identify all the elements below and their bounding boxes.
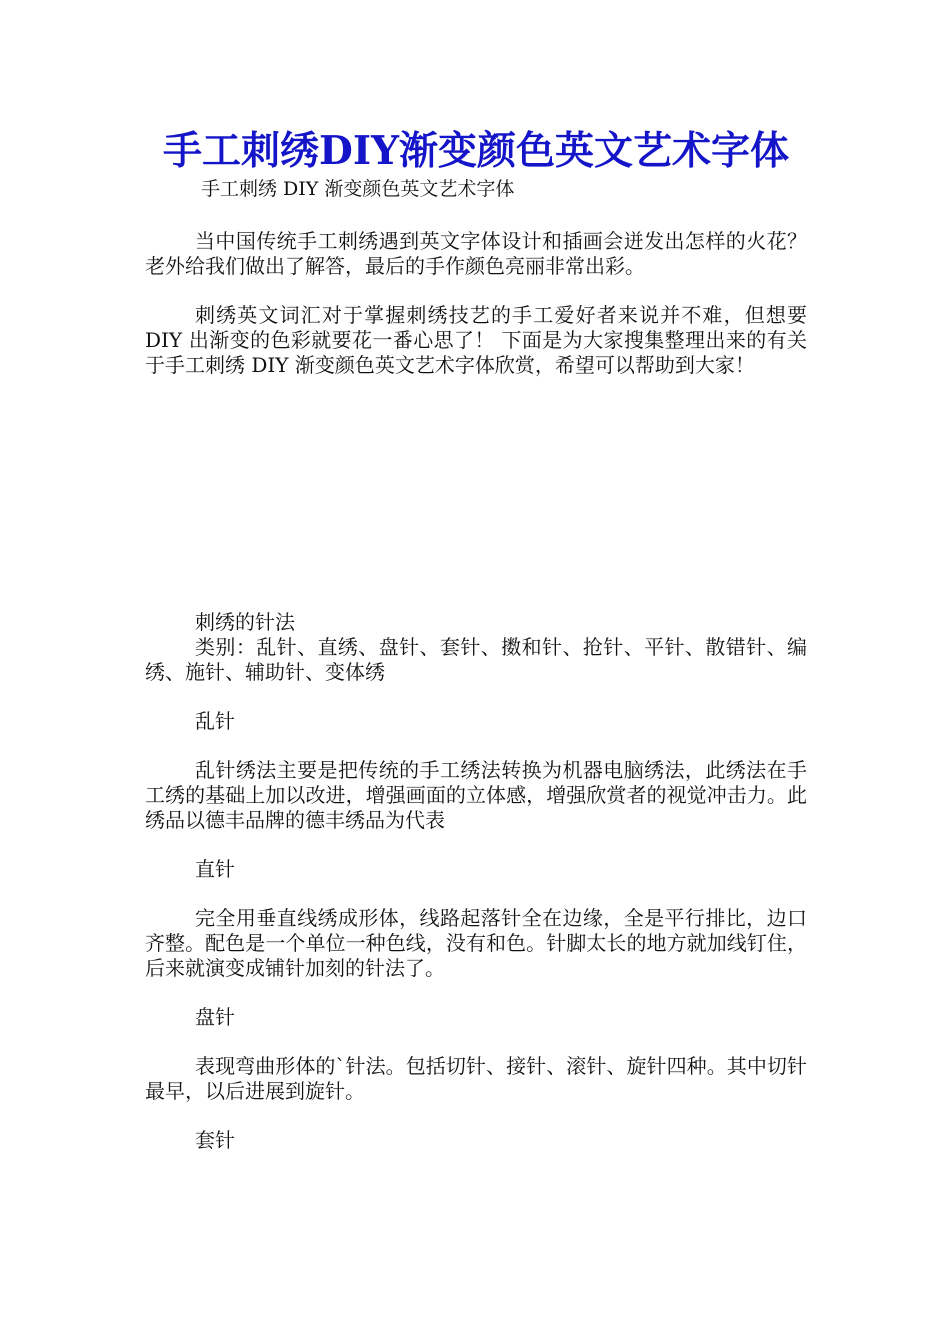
section-heading: 盘针 xyxy=(195,1005,235,1029)
stitch-categories: 类别：乱针、直绣、盘针、套针、擞和针、抢针、平针、散错针、编绣、施针、辅助针、变体绣 xyxy=(145,635,807,684)
section-paragraph: 乱针绣法主要是把传统的手工绣法转换为机器电脑绣法，此绣法在手工绣的基础上加以改进，增强画面的立体感，增强欣赏者的视觉冲击力。此绣品以德丰品牌的德丰绣品为代表 xyxy=(145,758,807,832)
section-heading: 直针 xyxy=(195,857,235,881)
document-page xyxy=(145,125,807,1153)
blank-image-area xyxy=(145,378,807,610)
section-heading: 套针 xyxy=(195,1128,235,1152)
document-subtitle: 手工刺绣 DIY 渐变颜色英文艺术字体 xyxy=(201,178,515,200)
document-title: 手工刺绣DIY渐变颜色英文艺术字体 xyxy=(163,128,789,174)
section-paragraph: 表现弯曲形体的`针法。包括切针、接针、滚针、旋针四种。其中切针最早，以后进展到旋针。 xyxy=(145,1054,807,1103)
section-heading: 乱针 xyxy=(195,709,235,733)
intro-paragraph-2: 刺绣英文词汇对于掌握刺绣技艺的手工爱好者来说并不难，但想要 DIY 出渐变的色彩就要花一番心思了！ 下面是为大家搜集整理出来的有关于手工刺绣 DIY 渐变颜色英文艺术字体欣赏，希望可以帮助到大家！ xyxy=(145,303,807,377)
stitch-heading: 刺绣的针法 xyxy=(195,610,295,634)
intro-paragraph-1: 当中国传统手工刺绣遇到英文字体设计和插画会迸发出怎样的火花？老外给我们做出了解答，最后的手作颜色亮丽非常出彩。 xyxy=(145,229,807,278)
section-paragraph: 完全用垂直线绣成形体，线路起落针全在边缘，全是平行排比，边口齐整。配色是一个单位一种色线，没有和色。针脚太长的地方就加线钉住，后来就演变成铺针加刻的针法了。 xyxy=(145,906,807,980)
